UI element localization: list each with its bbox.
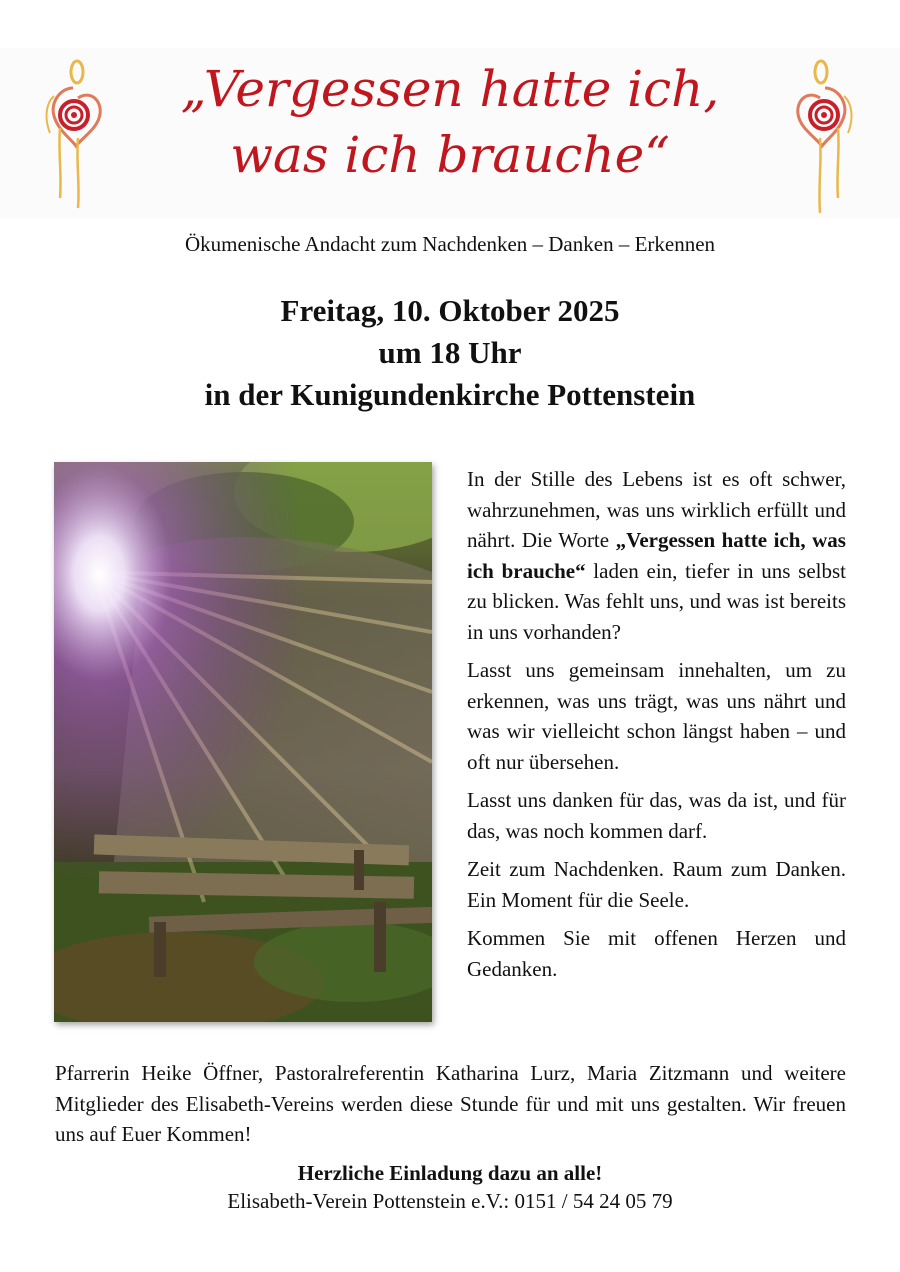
invitation-line: Herzliche Einladung dazu an alle! [297, 1161, 603, 1185]
paragraph-thanks: Lasst uns danken für das, was da ist, und für das, was noch kommen darf. [467, 788, 846, 843]
quote-bold: „Vergessen hatte ich, was ich brauche“ [467, 528, 846, 583]
intro-text-end: laden ein, tiefer in uns selbst zu blicken. Was fehlt uns, und was ist bereits in uns vorhanden? [467, 558, 846, 644]
paragraph-pause: Lasst uns gemeinsam innehalten, um zu erkennen, was uns trägt, was uns nährt und was wir vielleicht schon längst haben – und oft nur übersehen. [467, 658, 846, 774]
description [467, 464, 846, 992]
intro-text: In der Stille des Lebens ist es oft schwer, wahrzunehmen, was uns wirklich erfüllt und nährt. Die Worte [467, 467, 846, 552]
subtitle: Ökumenische Andacht zum Nachdenken – Danken – Erkennen [184, 232, 716, 256]
paragraph-time: Zeit zum Nachdenken. Raum zum Danken. Ein Moment für die Seele. [467, 857, 846, 912]
paragraph-welcome: Kommen Sie mit offenen Herzen und Gedanken. [467, 926, 846, 981]
organizers-text: Pfarrerin Heike Öffner, Pastoralreferentin Katharina Lurz, Maria Zitzmann und weitere Mitglieder des Elisabeth-Vereins werden diese Stunde für und mit uns gestalten. Wir freuen uns auf Euer Kommen! [55, 1061, 846, 1146]
page-title [100, 56, 800, 188]
paragraph-intro [467, 464, 846, 647]
event-place: in der Kunigundenkirche Pottenstein [204, 377, 696, 412]
event-info [0, 290, 900, 416]
title-line-1: „Vergessen hatte ich, [180, 60, 720, 118]
title-line-2: was ich brauche“ [230, 126, 670, 184]
event-date: Freitag, 10. Oktober 2025 [280, 293, 620, 328]
forest-bench-sunlight-photo [54, 462, 432, 1022]
event-time: um 18 Uhr [378, 335, 522, 370]
contact-line: Elisabeth-Verein Pottenstein e.V.: 0151 / 54 24 05 79 [227, 1189, 673, 1213]
